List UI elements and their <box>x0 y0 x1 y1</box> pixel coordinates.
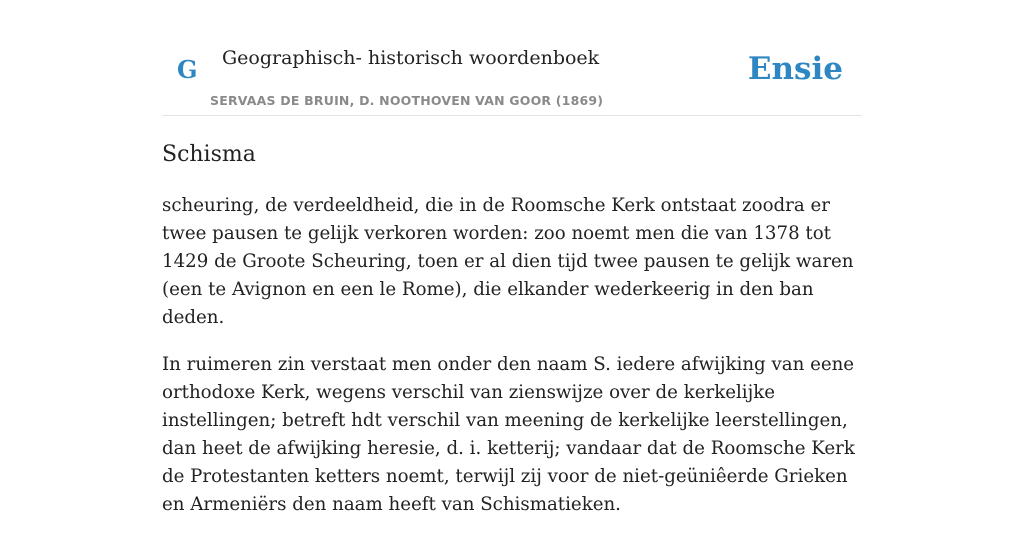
entry-paragraph: scheuring, de verdeeldheid, die in de Roomsche Kerk ontstaat zoodra er twee pausen te gelijk verkoren worden: zoo noemt men die van 1378 tot 1429 de Groote Scheuring, toen er al dien tijd twee pausen te gelijk waren (een te Avignon en een le Rome), die elkander wederkeerig in den ban deden. <box>162 195 854 328</box>
entry-paragraph: In ruimeren zin verstaat men onder den naam S. iedere afwijking van eene orthodoxe Kerk, wegens verschil van zienswijze over de kerkelijke instellingen; betreft hdt verschil van meening de kerkelijke leerstellingen, dan heet de afwijking heresie, d. i. ketterij; vandaar dat de Roomsche Kerk de Protestanten ketters noemt, terwijl zij voor de niet-geüniêerde Grieken en Armeniërs den naam heeft van Schismatieken. <box>162 354 855 515</box>
brand-logo-link[interactable]: Ensie <box>747 51 843 87</box>
book-title[interactable]: Geographisch- historisch woordenboek <box>222 47 600 69</box>
entry-body <box>162 192 862 538</box>
book-header <box>162 0 862 116</box>
entry-title: Schisma <box>162 142 256 167</box>
book-authors: SERVAAS DE BRUIN, D. NOOTHOVEN VAN GOOR (1869) <box>210 93 604 108</box>
page-container <box>162 0 862 515</box>
book-letter-icon[interactable]: G <box>177 55 198 84</box>
